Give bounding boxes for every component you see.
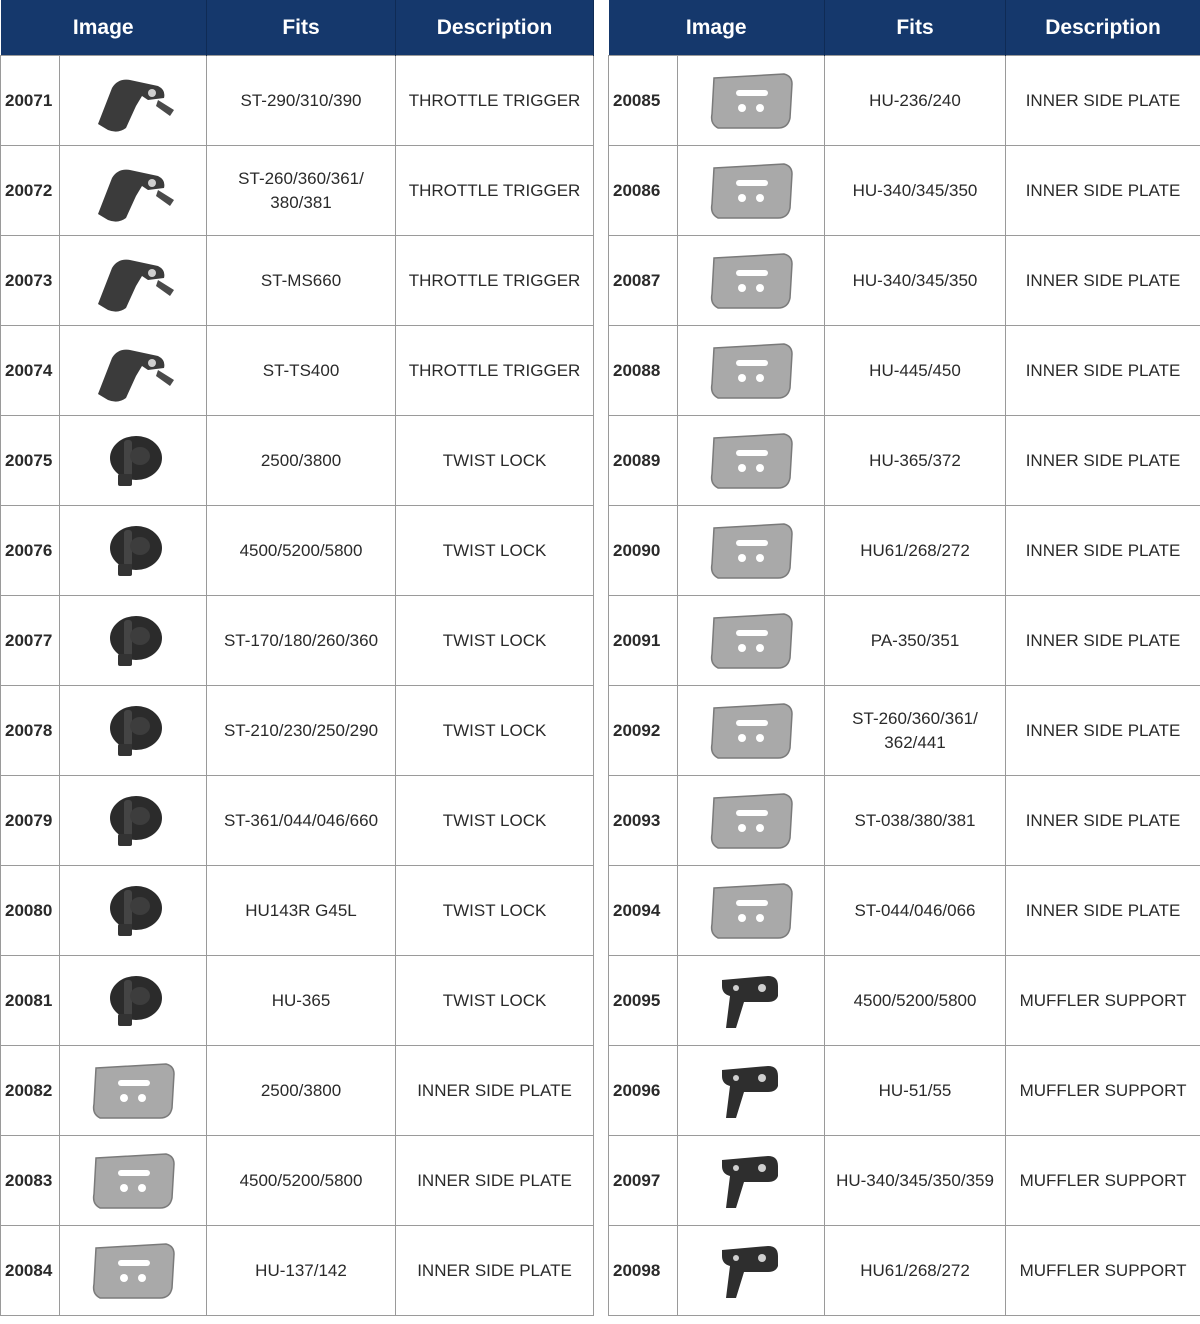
part-code: 20085 bbox=[609, 56, 678, 146]
part-code: 20072 bbox=[1, 146, 60, 236]
part-image bbox=[60, 416, 207, 506]
part-code: 20088 bbox=[609, 326, 678, 416]
table-row bbox=[1, 866, 594, 956]
part-image bbox=[678, 146, 825, 236]
table-row bbox=[1, 506, 594, 596]
part-image bbox=[60, 866, 207, 956]
part-description: MUFFLER SUPPORT bbox=[1006, 1046, 1200, 1136]
part-image bbox=[60, 146, 207, 236]
muffler-support-icon bbox=[678, 1056, 824, 1126]
twist-lock-icon bbox=[60, 966, 206, 1036]
part-description: MUFFLER SUPPORT bbox=[1006, 1226, 1200, 1316]
part-description: INNER SIDE PLATE bbox=[1006, 56, 1200, 146]
table-row bbox=[609, 326, 1200, 416]
part-fits: ST-260/360/361/ 380/381 bbox=[207, 146, 396, 236]
part-description: THROTTLE TRIGGER bbox=[396, 326, 594, 416]
part-description: INNER SIDE PLATE bbox=[1006, 776, 1200, 866]
part-fits: 4500/5200/5800 bbox=[207, 1136, 396, 1226]
part-image bbox=[678, 506, 825, 596]
inner-side-plate-icon bbox=[60, 1146, 206, 1216]
part-description: TWIST LOCK bbox=[396, 506, 594, 596]
table-row bbox=[1, 1046, 594, 1136]
part-fits: HU-340/345/350 bbox=[825, 236, 1006, 326]
part-fits: HU-340/345/350 bbox=[825, 146, 1006, 236]
part-description: INNER SIDE PLATE bbox=[1006, 506, 1200, 596]
part-code: 20081 bbox=[1, 956, 60, 1046]
table-row bbox=[609, 416, 1200, 506]
part-code: 20093 bbox=[609, 776, 678, 866]
part-description: INNER SIDE PLATE bbox=[1006, 236, 1200, 326]
twist-lock-icon bbox=[60, 516, 206, 586]
inner-side-plate-icon bbox=[678, 876, 824, 946]
part-fits: HU-445/450 bbox=[825, 326, 1006, 416]
header-description: Description bbox=[1006, 0, 1200, 56]
part-image bbox=[60, 596, 207, 686]
part-image bbox=[60, 56, 207, 146]
inner-side-plate-icon bbox=[678, 696, 824, 766]
part-fits: 4500/5200/5800 bbox=[825, 956, 1006, 1046]
table-row bbox=[609, 866, 1200, 956]
part-image bbox=[678, 956, 825, 1046]
part-image bbox=[60, 326, 207, 416]
part-image bbox=[678, 326, 825, 416]
part-code: 20092 bbox=[609, 686, 678, 776]
table-row bbox=[1, 236, 594, 326]
part-description: TWIST LOCK bbox=[396, 776, 594, 866]
part-code: 20090 bbox=[609, 506, 678, 596]
part-image bbox=[678, 236, 825, 326]
table-row bbox=[609, 56, 1200, 146]
part-description: TWIST LOCK bbox=[396, 956, 594, 1046]
part-code: 20080 bbox=[1, 866, 60, 956]
table-row bbox=[1, 146, 594, 236]
twist-lock-icon bbox=[60, 696, 206, 766]
table-header bbox=[609, 0, 1200, 56]
part-description: THROTTLE TRIGGER bbox=[396, 146, 594, 236]
part-code: 20073 bbox=[1, 236, 60, 326]
part-fits: HU-137/142 bbox=[207, 1226, 396, 1316]
part-fits: HU-340/345/350/359 bbox=[825, 1136, 1006, 1226]
table-row bbox=[1, 596, 594, 686]
part-fits: 2500/3800 bbox=[207, 416, 396, 506]
muffler-support-icon bbox=[678, 966, 824, 1036]
twist-lock-icon bbox=[60, 426, 206, 496]
table-row bbox=[609, 1046, 1200, 1136]
part-description: INNER SIDE PLATE bbox=[1006, 416, 1200, 506]
part-code: 20086 bbox=[609, 146, 678, 236]
table-row bbox=[609, 1136, 1200, 1226]
table-row bbox=[1, 326, 594, 416]
part-fits: ST-170/180/260/360 bbox=[207, 596, 396, 686]
table-row bbox=[609, 236, 1200, 326]
part-fits: HU143R G45L bbox=[207, 866, 396, 956]
twist-lock-icon bbox=[60, 876, 206, 946]
throttle-trigger-icon bbox=[60, 336, 206, 406]
part-fits: HU-365/372 bbox=[825, 416, 1006, 506]
part-description: INNER SIDE PLATE bbox=[1006, 686, 1200, 776]
inner-side-plate-icon bbox=[678, 516, 824, 586]
table-row bbox=[1, 1226, 594, 1316]
table-row bbox=[1, 1136, 594, 1226]
table-row bbox=[609, 686, 1200, 776]
part-image bbox=[60, 776, 207, 866]
part-code: 20098 bbox=[609, 1226, 678, 1316]
part-code: 20082 bbox=[1, 1046, 60, 1136]
part-description: INNER SIDE PLATE bbox=[1006, 146, 1200, 236]
header-fits: Fits bbox=[825, 0, 1006, 56]
part-code: 20096 bbox=[609, 1046, 678, 1136]
part-code: 20084 bbox=[1, 1226, 60, 1316]
part-fits: ST-038/380/381 bbox=[825, 776, 1006, 866]
throttle-trigger-icon bbox=[60, 246, 206, 316]
table-row bbox=[609, 956, 1200, 1046]
table-row bbox=[1, 956, 594, 1046]
table-row bbox=[609, 1226, 1200, 1316]
part-fits: ST-260/360/361/ 362/441 bbox=[825, 686, 1006, 776]
part-description: THROTTLE TRIGGER bbox=[396, 236, 594, 326]
part-image bbox=[678, 1136, 825, 1226]
parts-table-left bbox=[0, 0, 594, 1316]
part-description: INNER SIDE PLATE bbox=[1006, 596, 1200, 686]
part-image bbox=[60, 686, 207, 776]
table-row bbox=[1, 686, 594, 776]
part-image bbox=[678, 776, 825, 866]
part-image bbox=[60, 1226, 207, 1316]
header-image: Image bbox=[609, 0, 825, 56]
part-image bbox=[678, 1226, 825, 1316]
part-fits: ST-TS400 bbox=[207, 326, 396, 416]
part-image bbox=[678, 866, 825, 956]
part-image bbox=[60, 1046, 207, 1136]
part-code: 20091 bbox=[609, 596, 678, 686]
inner-side-plate-icon bbox=[678, 156, 824, 226]
inner-side-plate-icon bbox=[678, 606, 824, 676]
table-row bbox=[1, 776, 594, 866]
part-description: INNER SIDE PLATE bbox=[396, 1046, 594, 1136]
part-image bbox=[678, 1046, 825, 1136]
part-code: 20095 bbox=[609, 956, 678, 1046]
part-code: 20074 bbox=[1, 326, 60, 416]
inner-side-plate-icon bbox=[60, 1236, 206, 1306]
table-row bbox=[1, 56, 594, 146]
part-description: TWIST LOCK bbox=[396, 686, 594, 776]
part-code: 20087 bbox=[609, 236, 678, 326]
part-image bbox=[60, 1136, 207, 1226]
twist-lock-icon bbox=[60, 606, 206, 676]
part-fits: ST-361/044/046/660 bbox=[207, 776, 396, 866]
part-fits: ST-210/230/250/290 bbox=[207, 686, 396, 776]
table-row bbox=[609, 776, 1200, 866]
part-image bbox=[678, 596, 825, 686]
part-code: 20078 bbox=[1, 686, 60, 776]
part-image bbox=[60, 236, 207, 326]
part-fits: HU-365 bbox=[207, 956, 396, 1046]
part-fits: HU-51/55 bbox=[825, 1046, 1006, 1136]
part-image bbox=[60, 956, 207, 1046]
part-fits: 2500/3800 bbox=[207, 1046, 396, 1136]
part-code: 20077 bbox=[1, 596, 60, 686]
muffler-support-icon bbox=[678, 1236, 824, 1306]
part-code: 20097 bbox=[609, 1136, 678, 1226]
inner-side-plate-icon bbox=[678, 426, 824, 496]
header-fits: Fits bbox=[207, 0, 396, 56]
inner-side-plate-icon bbox=[678, 66, 824, 136]
part-description: MUFFLER SUPPORT bbox=[1006, 956, 1200, 1046]
part-code: 20089 bbox=[609, 416, 678, 506]
throttle-trigger-icon bbox=[60, 66, 206, 136]
part-image bbox=[678, 686, 825, 776]
part-fits: HU-236/240 bbox=[825, 56, 1006, 146]
table-row bbox=[1, 416, 594, 506]
part-description: MUFFLER SUPPORT bbox=[1006, 1136, 1200, 1226]
part-description: TWIST LOCK bbox=[396, 596, 594, 686]
part-fits: HU61/268/272 bbox=[825, 506, 1006, 596]
part-fits: 4500/5200/5800 bbox=[207, 506, 396, 596]
part-code: 20075 bbox=[1, 416, 60, 506]
part-image bbox=[678, 416, 825, 506]
parts-table-right bbox=[608, 0, 1200, 1316]
part-description: INNER SIDE PLATE bbox=[396, 1136, 594, 1226]
part-code: 20094 bbox=[609, 866, 678, 956]
table-row bbox=[609, 506, 1200, 596]
part-image bbox=[678, 56, 825, 146]
inner-side-plate-icon bbox=[678, 336, 824, 406]
throttle-trigger-icon bbox=[60, 156, 206, 226]
part-fits: ST-044/046/066 bbox=[825, 866, 1006, 956]
table-row bbox=[609, 596, 1200, 686]
muffler-support-icon bbox=[678, 1146, 824, 1216]
part-fits: ST-MS660 bbox=[207, 236, 396, 326]
inner-side-plate-icon bbox=[60, 1056, 206, 1126]
table-header bbox=[1, 0, 594, 56]
part-description: INNER SIDE PLATE bbox=[1006, 866, 1200, 956]
header-description: Description bbox=[396, 0, 594, 56]
part-fits: PA-350/351 bbox=[825, 596, 1006, 686]
part-fits: HU61/268/272 bbox=[825, 1226, 1006, 1316]
part-description: TWIST LOCK bbox=[396, 416, 594, 506]
twist-lock-icon bbox=[60, 786, 206, 856]
part-description: INNER SIDE PLATE bbox=[396, 1226, 594, 1316]
inner-side-plate-icon bbox=[678, 786, 824, 856]
part-description: INNER SIDE PLATE bbox=[1006, 326, 1200, 416]
part-code: 20076 bbox=[1, 506, 60, 596]
inner-side-plate-icon bbox=[678, 246, 824, 316]
table-row bbox=[609, 146, 1200, 236]
part-description: THROTTLE TRIGGER bbox=[396, 56, 594, 146]
part-image bbox=[60, 506, 207, 596]
header-image: Image bbox=[1, 0, 207, 56]
part-code: 20083 bbox=[1, 1136, 60, 1226]
part-code: 20071 bbox=[1, 56, 60, 146]
part-fits: ST-290/310/390 bbox=[207, 56, 396, 146]
part-description: TWIST LOCK bbox=[396, 866, 594, 956]
part-code: 20079 bbox=[1, 776, 60, 866]
